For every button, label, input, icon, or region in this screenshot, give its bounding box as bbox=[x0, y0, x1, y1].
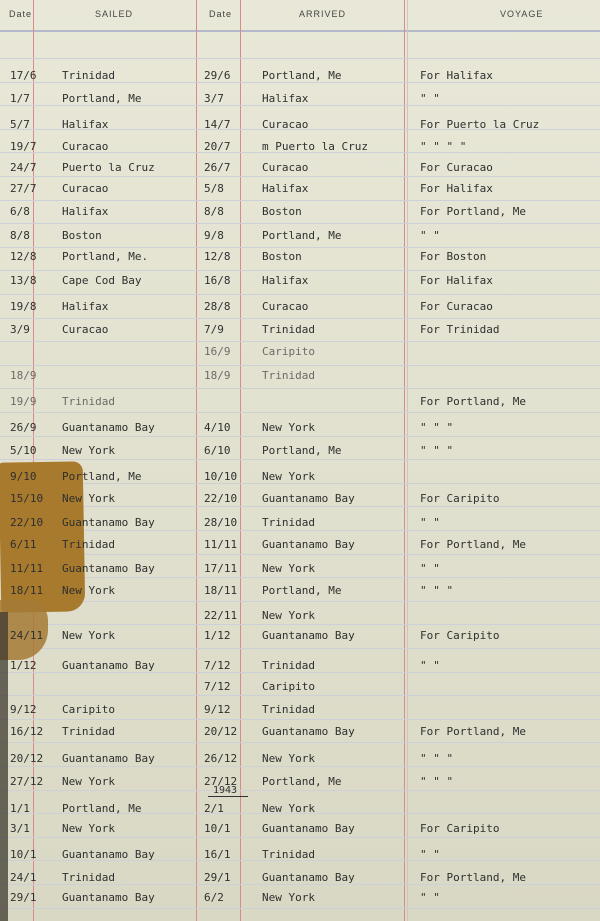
arrived-date: 28/8 bbox=[204, 300, 231, 313]
arrived-port: New York bbox=[262, 891, 315, 904]
arrived-port: New York bbox=[262, 470, 315, 483]
arrived-date: 18/11 bbox=[204, 584, 238, 597]
sailed-date: 19/9 bbox=[10, 395, 37, 408]
arrived-port: Guantanamo Bay bbox=[262, 538, 355, 551]
row-rule bbox=[0, 884, 600, 885]
arrived-port: Trinidad bbox=[262, 516, 315, 529]
column-rule bbox=[407, 0, 408, 921]
arrived-port: Guantanamo Bay bbox=[262, 492, 355, 505]
arrived-date: 8/8 bbox=[204, 205, 224, 218]
sailed-date: 18/9 bbox=[10, 369, 37, 382]
sailed-port: Portland, Me. bbox=[62, 250, 149, 263]
arrived-port: Trinidad bbox=[262, 369, 315, 382]
row-rule bbox=[0, 624, 600, 625]
arrived-port: Trinidad bbox=[262, 703, 315, 716]
row-rule bbox=[0, 742, 600, 743]
voyage-destination: For Portland, Me bbox=[420, 538, 526, 551]
voyage-destination: For Portland, Me bbox=[420, 725, 526, 738]
sailed-port: Guantanamo Bay bbox=[62, 516, 155, 529]
sailed-date: 8/8 bbox=[10, 229, 30, 242]
header-sailed: SAILED bbox=[95, 9, 134, 19]
voyage-destination: For Curacao bbox=[420, 161, 493, 174]
arrived-date: 6/10 bbox=[204, 444, 231, 457]
voyage-destination: " " bbox=[420, 848, 440, 861]
torn-edge bbox=[0, 612, 8, 921]
sailed-port: Portland, Me bbox=[62, 802, 142, 815]
arrived-port: Guantanamo Bay bbox=[262, 822, 355, 835]
sailed-port: Halifax bbox=[62, 205, 109, 218]
arrived-port: Portland, Me bbox=[262, 584, 342, 597]
arrived-port: New York bbox=[262, 752, 315, 765]
arrived-date: 16/1 bbox=[204, 848, 231, 861]
row-rule bbox=[0, 58, 600, 59]
column-rule bbox=[240, 0, 241, 921]
sailed-port: Guantanamo Bay bbox=[62, 848, 155, 861]
arrived-port: New York bbox=[262, 802, 315, 815]
arrived-date: 28/10 bbox=[204, 516, 238, 529]
row-rule bbox=[0, 530, 600, 531]
arrived-port: Portland, Me bbox=[262, 69, 342, 82]
arrived-port: Trinidad bbox=[262, 659, 315, 672]
arrived-port: Guantanamo Bay bbox=[262, 629, 355, 642]
row-rule bbox=[0, 412, 600, 413]
column-rule bbox=[404, 0, 405, 921]
voyage-destination: " " bbox=[420, 92, 440, 105]
sailed-date: 6/8 bbox=[10, 205, 30, 218]
arrived-date: 20/7 bbox=[204, 140, 231, 153]
sailed-date: 9/10 bbox=[10, 470, 37, 483]
arrived-date: 9/12 bbox=[204, 703, 231, 716]
row-rule bbox=[0, 766, 600, 767]
arrived-date: 7/9 bbox=[204, 323, 224, 336]
voyage-destination: " " " bbox=[420, 444, 454, 457]
sailed-port: Trinidad bbox=[62, 538, 115, 551]
sailed-date: 11/11 bbox=[10, 562, 44, 575]
sailed-port: Halifax bbox=[62, 300, 109, 313]
voyage-destination: " " " bbox=[420, 584, 454, 597]
header-voyage: VOYAGE bbox=[500, 9, 544, 19]
arrived-date: 10/10 bbox=[204, 470, 238, 483]
sailed-date: 29/1 bbox=[10, 891, 37, 904]
sailed-date: 1/12 bbox=[10, 659, 37, 672]
row-rule bbox=[0, 648, 600, 649]
sailed-port: Guantanamo Bay bbox=[62, 752, 155, 765]
sailed-date: 20/12 bbox=[10, 752, 44, 765]
sailed-port: Guantanamo Bay bbox=[62, 659, 155, 672]
sailed-port: Portland, Me bbox=[62, 470, 142, 483]
arrived-date: 2/1 bbox=[204, 802, 224, 815]
row-rule bbox=[0, 695, 600, 696]
sailed-date: 17/6 bbox=[10, 69, 37, 82]
arrived-date: 29/1 bbox=[204, 871, 231, 884]
voyage-destination: " " bbox=[420, 891, 440, 904]
arrived-port: Portland, Me bbox=[262, 444, 342, 457]
row-rule bbox=[0, 200, 600, 201]
sailed-port: Boston bbox=[62, 229, 102, 242]
sailed-port: Curacao bbox=[62, 140, 109, 153]
voyage-destination: For Trinidad bbox=[420, 323, 500, 336]
sailed-date: 12/8 bbox=[10, 250, 37, 263]
arrived-port: Guantanamo Bay bbox=[262, 871, 355, 884]
arrived-date: 16/8 bbox=[204, 274, 231, 287]
arrived-port: Caripito bbox=[262, 345, 315, 358]
sailed-date: 10/1 bbox=[10, 848, 37, 861]
arrived-date: 7/12 bbox=[204, 659, 231, 672]
sailed-port: Portland, Me bbox=[62, 92, 142, 105]
row-rule bbox=[0, 506, 600, 507]
sailed-date: 5/7 bbox=[10, 118, 30, 131]
arrived-date: 26/12 bbox=[204, 752, 238, 765]
voyage-destination: For Caripito bbox=[420, 492, 500, 505]
arrived-port: New York bbox=[262, 609, 315, 622]
arrived-port: Halifax bbox=[262, 182, 309, 195]
voyage-destination: " " bbox=[420, 659, 440, 672]
arrived-date: 10/1 bbox=[204, 822, 231, 835]
sailed-port: Trinidad bbox=[62, 69, 115, 82]
arrived-date: 27/12 bbox=[204, 775, 238, 788]
header-arrived: ARRIVED bbox=[299, 9, 347, 19]
arrived-port: Halifax bbox=[262, 274, 309, 287]
year-note: 1943 bbox=[213, 785, 238, 796]
sailed-port: New York bbox=[62, 775, 115, 788]
sailed-port: Curacao bbox=[62, 323, 109, 336]
sailed-port: Trinidad bbox=[62, 871, 115, 884]
sailed-date: 15/10 bbox=[10, 492, 44, 505]
row-rule bbox=[0, 601, 600, 602]
sailed-port: Trinidad bbox=[62, 395, 115, 408]
arrived-port: Trinidad bbox=[262, 323, 315, 336]
sailed-port: Halifax bbox=[62, 118, 109, 131]
sailed-port: Guantanamo Bay bbox=[62, 562, 155, 575]
arrived-port: Guantanamo Bay bbox=[262, 725, 355, 738]
arrived-date: 18/9 bbox=[204, 369, 231, 382]
arrived-port: New York bbox=[262, 562, 315, 575]
arrived-date: 14/7 bbox=[204, 118, 231, 131]
arrived-date: 16/9 bbox=[204, 345, 231, 358]
arrived-port: New York bbox=[262, 421, 315, 434]
voyage-destination: " " bbox=[420, 229, 440, 242]
arrived-port: Trinidad bbox=[262, 848, 315, 861]
arrived-port: m Puerto la Cruz bbox=[262, 140, 368, 153]
sailed-port: Guantanamo Bay bbox=[62, 421, 155, 434]
sailed-date: 1/1 bbox=[10, 802, 30, 815]
sailed-port: New York bbox=[62, 629, 115, 642]
sailed-date: 9/12 bbox=[10, 703, 37, 716]
sailed-date: 24/1 bbox=[10, 871, 37, 884]
arrived-port: Boston bbox=[262, 250, 302, 263]
voyage-destination: For Portland, Me bbox=[420, 395, 526, 408]
voyage-destination: " " " bbox=[420, 752, 454, 765]
arrived-date: 4/10 bbox=[204, 421, 231, 434]
voyage-destination: " " " bbox=[420, 775, 454, 788]
arrived-date: 26/7 bbox=[204, 161, 231, 174]
sailed-port: Cape Cod Bay bbox=[62, 274, 142, 287]
voyage-destination: For Halifax bbox=[420, 274, 493, 287]
voyage-destination: For Caripito bbox=[420, 822, 500, 835]
arrived-date: 6/2 bbox=[204, 891, 224, 904]
header-date-arrived: Date bbox=[209, 9, 233, 19]
arrived-port: Boston bbox=[262, 205, 302, 218]
arrived-date: 22/10 bbox=[204, 492, 238, 505]
sailed-port: New York bbox=[62, 822, 115, 835]
sailed-date: 13/8 bbox=[10, 274, 37, 287]
sailed-port: New York bbox=[62, 584, 115, 597]
arrived-port: Curacao bbox=[262, 118, 309, 131]
voyage-destination: " " bbox=[420, 516, 440, 529]
sailed-date: 3/9 bbox=[10, 323, 30, 336]
row-rule bbox=[0, 554, 600, 555]
sailed-date: 24/11 bbox=[10, 629, 44, 642]
sailed-port: Puerto la Cruz bbox=[62, 161, 155, 174]
sailed-date: 19/7 bbox=[10, 140, 37, 153]
arrived-port: Curacao bbox=[262, 300, 309, 313]
year-underline bbox=[208, 796, 248, 797]
arrived-port: Curacao bbox=[262, 161, 309, 174]
voyage-destination: For Puerto la Cruz bbox=[420, 118, 540, 131]
arrived-date: 7/12 bbox=[204, 680, 231, 693]
arrived-port: Portland, Me bbox=[262, 775, 342, 788]
voyage-destination: For Portland, Me bbox=[420, 871, 526, 884]
sailed-date: 6/11 bbox=[10, 538, 37, 551]
sailed-date: 16/12 bbox=[10, 725, 44, 738]
voyage-destination: For Halifax bbox=[420, 69, 493, 82]
row-rule bbox=[0, 790, 600, 791]
sailed-date: 22/10 bbox=[10, 516, 44, 529]
sailed-date: 5/10 bbox=[10, 444, 37, 457]
voyage-destination: " " " bbox=[420, 421, 454, 434]
sailed-port: Trinidad bbox=[62, 725, 115, 738]
sailed-port: Guantanamo Bay bbox=[62, 891, 155, 904]
row-rule bbox=[0, 341, 600, 342]
sailed-date: 26/9 bbox=[10, 421, 37, 434]
row-rule bbox=[0, 719, 600, 720]
sailed-port: New York bbox=[62, 492, 115, 505]
sailed-port: New York bbox=[62, 444, 115, 457]
arrived-port: Caripito bbox=[262, 680, 315, 693]
sailed-date: 24/7 bbox=[10, 161, 37, 174]
voyage-destination: For Boston bbox=[420, 250, 487, 263]
sailed-date: 1/7 bbox=[10, 92, 30, 105]
arrived-date: 29/6 bbox=[204, 69, 231, 82]
voyage-destination: " " " " bbox=[420, 140, 467, 153]
row-rule bbox=[0, 837, 600, 838]
row-rule bbox=[0, 318, 600, 319]
row-rule bbox=[0, 459, 600, 460]
row-rule bbox=[0, 176, 600, 177]
arrived-port: Portland, Me bbox=[262, 229, 342, 242]
row-rule bbox=[0, 483, 600, 484]
voyage-destination: For Portland, Me bbox=[420, 205, 526, 218]
arrived-date: 5/8 bbox=[204, 182, 224, 195]
arrived-date: 20/12 bbox=[204, 725, 238, 738]
row-rule bbox=[0, 294, 600, 295]
row-rule bbox=[0, 365, 600, 366]
arrived-date: 1/12 bbox=[204, 629, 231, 642]
sailed-date: 3/1 bbox=[10, 822, 30, 835]
row-rule bbox=[0, 388, 600, 389]
row-rule bbox=[0, 105, 600, 106]
arrived-date: 3/7 bbox=[204, 92, 224, 105]
sailed-date: 18/11 bbox=[10, 584, 44, 597]
voyage-destination: " " bbox=[420, 562, 440, 575]
sailed-port: Curacao bbox=[62, 182, 109, 195]
row-rule bbox=[0, 577, 600, 578]
row-rule bbox=[0, 436, 600, 437]
voyage-destination: For Curacao bbox=[420, 300, 493, 313]
arrived-date: 17/11 bbox=[204, 562, 238, 575]
arrived-date: 9/8 bbox=[204, 229, 224, 242]
sailed-date: 27/7 bbox=[10, 182, 37, 195]
arrived-date: 12/8 bbox=[204, 250, 231, 263]
sailed-port: Caripito bbox=[62, 703, 115, 716]
header-date-sailed: Date bbox=[9, 9, 33, 19]
arrived-date: 11/11 bbox=[204, 538, 238, 551]
row-rule bbox=[0, 908, 600, 909]
row-rule bbox=[0, 270, 600, 271]
column-rule bbox=[196, 0, 197, 921]
voyage-destination: For Halifax bbox=[420, 182, 493, 195]
arrived-date: 22/11 bbox=[204, 609, 238, 622]
arrived-port: Halifax bbox=[262, 92, 309, 105]
sailed-date: 19/8 bbox=[10, 300, 37, 313]
row-rule bbox=[0, 82, 600, 83]
row-rule bbox=[0, 672, 600, 673]
row-rule bbox=[0, 247, 600, 248]
voyage-destination: For Caripito bbox=[420, 629, 500, 642]
sailed-date: 27/12 bbox=[10, 775, 44, 788]
row-rule bbox=[0, 223, 600, 224]
